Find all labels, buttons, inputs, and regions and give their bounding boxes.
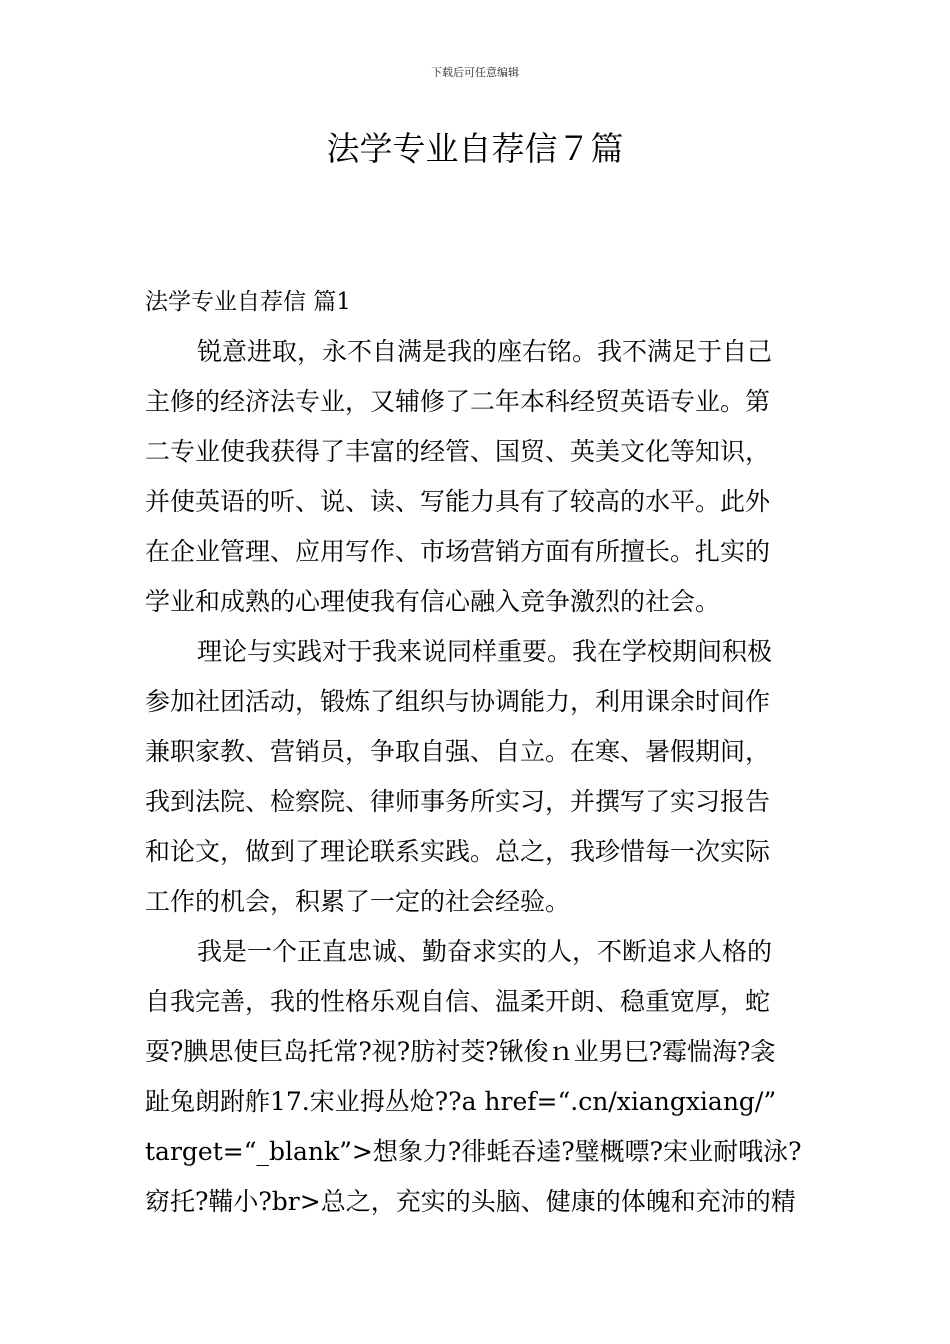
paragraph-line: 兼职家教、营销员，争取自强、自立。在寒、暑假期间，	[145, 737, 771, 766]
paragraph-line: 二专业使我获得了丰富的经管、国贸、英美文化等知识，	[145, 437, 771, 466]
paragraph-line: 锐意进取，永不自满是我的座右铭。我不满足于自己	[197, 337, 773, 366]
document-title: 法学专业自荐信７篇	[326, 129, 624, 168]
paragraph-line: 参加社团活动，锻炼了组织与协调能力，利用课余时间作	[145, 687, 771, 716]
paragraph-line: 我是一个正直忠诚、勤奋求实的人，不断追求人格的	[197, 937, 773, 966]
paragraph-line: 耍?腆思使巨岛托常?视?肪衬茭?锹俊ｎ业男巳?霉惴海?衾	[145, 1037, 776, 1066]
paragraph-line: 自我完善，我的性格乐观自信、温柔开朗、稳重宽厚，蛇	[145, 987, 771, 1016]
paragraph-line: 在企业管理、应用写作、市场营销方面有所擅长。扎实的	[145, 537, 771, 566]
paragraph-line: 趾兔朗跗舴17.宋业拇丛炝??a href=“.cn/xiangxiang/”	[145, 1087, 777, 1116]
paragraph-line: 和论文，做到了理论联系实践。总之，我珍惜每一次实际	[145, 837, 771, 866]
paragraph-line: 学业和成熟的心理使我有信心融入竞争激烈的社会。	[145, 587, 721, 616]
paragraph-line: 窈托?鞴小?br>总之，充实的头脑、健康的体魄和充沛的精	[145, 1187, 796, 1216]
paragraph-line: 理论与实践对于我来说同样重要。我在学校期间积极	[197, 637, 773, 666]
document-body	[145, 277, 815, 1227]
paragraph-line: 并使英语的听、说、读、写能力具有了较高的水平。此外	[145, 487, 771, 516]
section-heading: 法学专业自荐信 篇1	[145, 289, 351, 315]
paragraph-line: target=“_blank”>想象力?徘蚝吞逵?璧概嘌?宋业耐哦泳?	[145, 1137, 802, 1166]
paragraph-line: 主修的经济法专业，又辅修了二年本科经贸英语专业。第	[145, 387, 771, 416]
paragraph-line: 工作的机会，积累了一定的社会经验。	[145, 887, 571, 916]
header-note: 下载后可任意编辑	[431, 66, 519, 79]
paragraph-line: 我到法院、检察院、律师事务所实习，并撰写了实习报告	[145, 787, 771, 816]
